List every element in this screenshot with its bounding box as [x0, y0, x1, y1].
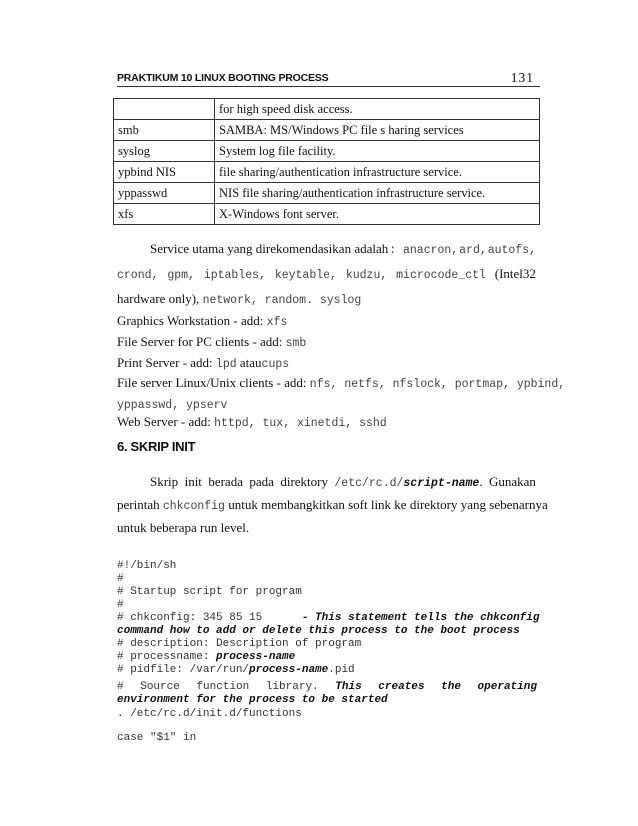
table-cell-desc: NIS file sharing/authentication infrastructure service.	[215, 183, 540, 204]
section-para-line-1	[117, 474, 536, 490]
print-sep: atau	[239, 355, 262, 370]
code-bold: process-name	[216, 651, 296, 663]
code-comment-bold: - This statement tells the chkconfig	[301, 612, 540, 624]
service-code: nfs, netfs, nfslock, portmap, ypbind,	[309, 378, 566, 391]
code-word: function	[196, 681, 250, 693]
services-line3-text: hardware only),	[117, 291, 200, 306]
table-cell-name	[114, 99, 215, 120]
para-word: berada	[208, 474, 243, 489]
service-code: lpd	[215, 358, 237, 371]
code-line	[117, 662, 537, 678]
service-code: ard,	[459, 244, 487, 257]
para-word: pada	[249, 474, 274, 489]
code-line: #	[117, 599, 124, 611]
service-code: keytable,	[274, 269, 337, 282]
table-cell-desc: SAMBA: MS/Windows PC file s haring services	[215, 120, 540, 141]
service-code: cups	[261, 358, 290, 371]
section-para-line-2	[117, 497, 548, 513]
section-title: 6. SKRIP INIT	[117, 439, 196, 454]
code-word-bold: the	[441, 681, 461, 693]
code-comment-bold: command how to add or delete this process to the boot process	[117, 625, 520, 637]
table-cell-desc: file sharing/authentication infrastructure service.	[215, 162, 540, 183]
code-text: .pid	[328, 664, 355, 676]
code-text: # processname:	[117, 651, 217, 663]
service-code: yppasswd, ypserv	[117, 399, 228, 412]
services-line-3	[117, 291, 536, 307]
table-row	[114, 204, 540, 225]
service-code: microcode_ctl	[396, 269, 486, 282]
code-line: case "$1" in	[117, 732, 197, 744]
fileserver-pc-line	[117, 334, 536, 350]
print-label: Print Server - add:	[117, 355, 213, 370]
services-line-1	[117, 241, 536, 257]
table-cell-name: yppasswd	[114, 183, 215, 204]
print-server-line	[117, 355, 536, 371]
service-code: iptables,	[203, 269, 266, 282]
code-comment-bold: environment for the process to be started	[117, 694, 388, 706]
services-line2-tail: (Intel32	[494, 266, 536, 281]
service-code: : anacron,	[389, 244, 459, 257]
table-cell-name: syslog	[114, 141, 215, 162]
para-start: perintah	[117, 497, 160, 512]
fileserver-linux-line	[117, 375, 566, 391]
code-word-bold: creates	[378, 681, 425, 693]
graphics-label: Graphics Workstation - add:	[117, 313, 264, 328]
para-word: Gunakan	[488, 474, 536, 489]
table-row	[114, 99, 540, 120]
script-path: /etc/rc.d/	[334, 477, 404, 490]
service-code: gpm,	[167, 269, 195, 282]
code-line: #	[117, 573, 124, 585]
para-word: Skrip	[150, 474, 179, 489]
page-number: 131	[510, 70, 534, 85]
header-title: PRAKTIKUM 10 LINUX BOOTING PROCESS	[117, 72, 329, 84]
table-cell-desc: X-Windows font server.	[215, 204, 540, 225]
code-text: # chkconfig: 345 85 15	[117, 612, 302, 624]
code-word-bold: operating	[477, 681, 537, 693]
para-rest: untuk membangkitkan soft link ke direktory yang sebenarnya	[228, 497, 548, 512]
fileserver-pc-label: File Server for PC clients - add:	[117, 334, 283, 349]
table-row	[114, 162, 540, 183]
graphics-line	[117, 313, 536, 329]
code-word: #	[117, 681, 124, 693]
services-line-2	[117, 266, 536, 282]
table-cell-desc: System log file facility.	[215, 141, 540, 162]
code-word: library.	[265, 681, 319, 693]
service-code: crond,	[117, 269, 159, 282]
table-row	[114, 141, 540, 162]
code-text: # pidfile: /var/run/	[117, 664, 250, 676]
code-line: # Startup script for program	[117, 586, 302, 598]
service-code: autofs,	[487, 244, 536, 257]
table-cell-name: smb	[114, 120, 215, 141]
code-line: . /etc/rc.d/init.d/functions	[117, 708, 302, 720]
table-row	[114, 183, 540, 204]
service-code: xfs	[266, 316, 288, 329]
code-bold: process-name	[249, 664, 329, 676]
web-server-line	[117, 414, 536, 430]
para-word: direktory	[280, 474, 328, 489]
table-cell-desc: for high speed disk access.	[215, 99, 540, 120]
service-code: httpd, tux, xinetdi, sshd	[214, 417, 387, 430]
header-rule	[117, 86, 540, 87]
fileserver-linux-line-2	[117, 396, 536, 412]
service-code: network, random. syslog	[202, 294, 362, 307]
code-word: Source	[140, 681, 180, 693]
table-row	[114, 120, 540, 141]
section-para-line-3: untuk beberapa run level.	[117, 520, 250, 535]
table-cell-name: xfs	[114, 204, 215, 225]
services-table	[113, 98, 540, 225]
services-intro: Service utama yang direkomendasikan adalah	[150, 241, 389, 256]
code-line: # description: Description of program	[117, 638, 362, 650]
para-period: .	[479, 474, 483, 489]
web-label: Web Server - add:	[117, 414, 211, 429]
code-word-bold: This	[335, 681, 362, 693]
service-code: kudzu,	[345, 269, 388, 282]
para-word: init	[184, 474, 202, 489]
code-line: #!/bin/sh	[117, 560, 177, 572]
service-code: smb	[285, 337, 307, 350]
script-name: script-name	[403, 477, 480, 490]
table-cell-name: ypbind NIS	[114, 162, 215, 183]
chkconfig-code: chkconfig	[162, 500, 225, 513]
fileserver-linux-label: File server Linux/Unix clients - add:	[117, 375, 307, 390]
